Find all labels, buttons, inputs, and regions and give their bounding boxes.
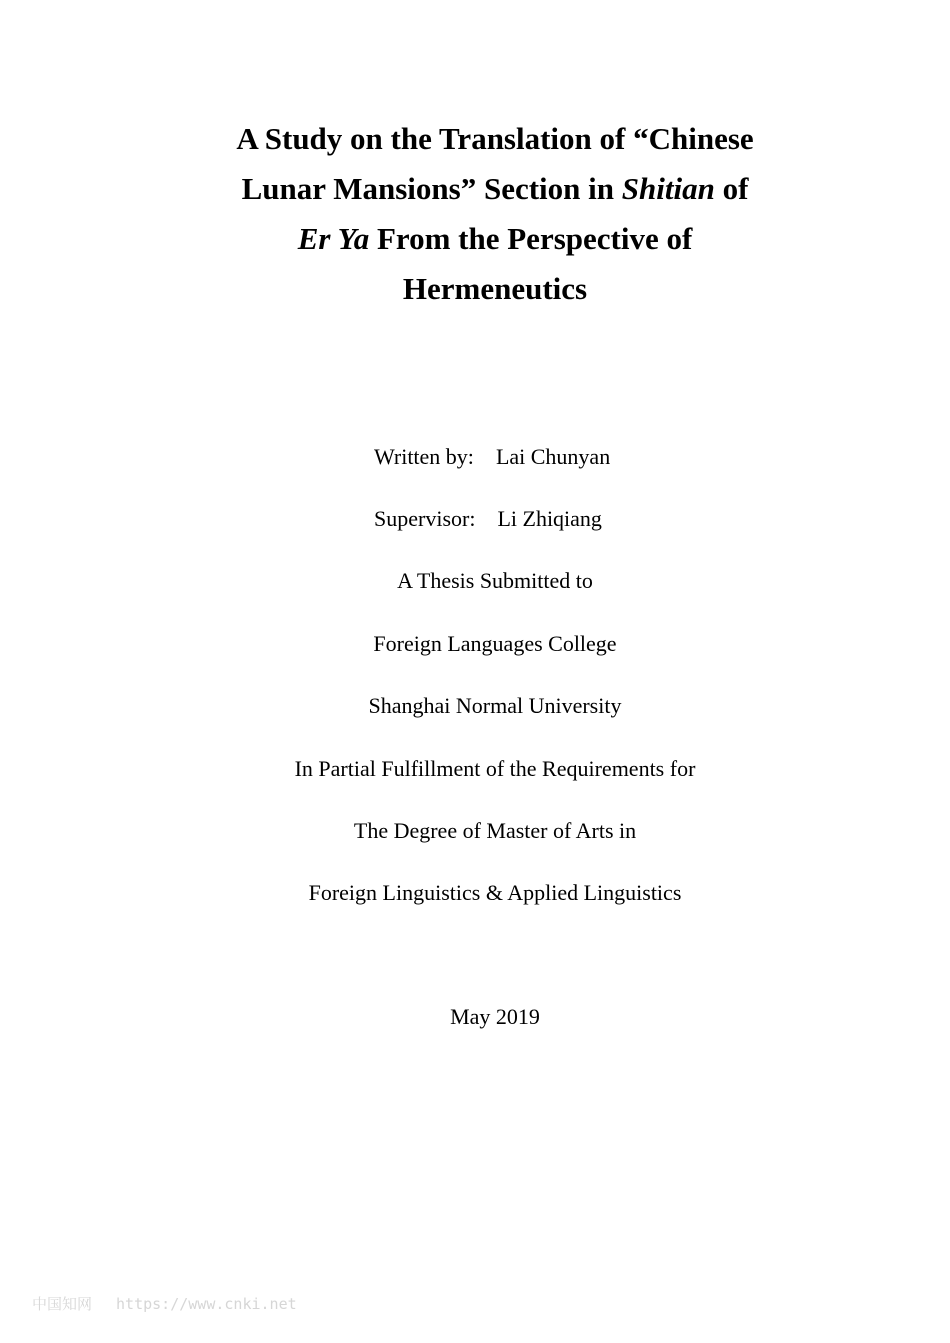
submission-line-5: The Degree of Master of Arts in bbox=[353, 818, 637, 843]
title-line-1: A Study on the Translation of “Chinese bbox=[236, 121, 754, 156]
author-name: Lai Chunyan bbox=[495, 444, 611, 469]
author-line bbox=[374, 444, 610, 470]
watermark-url: https://www.cnki.net bbox=[116, 1295, 297, 1313]
submission-date: May 2019 bbox=[450, 1004, 540, 1029]
author-label: Written by: bbox=[374, 444, 474, 469]
submission-line-4: In Partial Fulfillment of the Requirements for bbox=[294, 756, 696, 781]
supervisor-label: Supervisor: bbox=[374, 506, 476, 531]
submission-line-1: A Thesis Submitted to bbox=[397, 568, 593, 593]
submission-line-2: Foreign Languages College bbox=[373, 631, 617, 656]
submission-line-6: Foreign Linguistics & Applied Linguistics bbox=[308, 880, 682, 905]
title-line-3 bbox=[140, 214, 850, 264]
supervisor-name: Li Zhiqiang bbox=[497, 506, 602, 531]
title-line-2-end: of bbox=[714, 171, 749, 206]
title-line-3-end: From the Perspective of bbox=[369, 221, 693, 256]
supervisor-line bbox=[374, 506, 602, 532]
title-italic-shitian: Shitian bbox=[621, 171, 715, 206]
submission-line-3: Shanghai Normal University bbox=[368, 693, 622, 718]
cnki-watermark bbox=[32, 1293, 297, 1314]
title-line-2 bbox=[140, 164, 850, 214]
watermark-text: 中国知网 bbox=[32, 1297, 93, 1313]
thesis-title bbox=[140, 114, 850, 314]
title-line-4: Hermeneutics bbox=[402, 271, 588, 306]
title-line-2-start: Lunar Mansions” Section in bbox=[241, 171, 622, 206]
title-italic-erya: Er Ya bbox=[297, 221, 370, 256]
